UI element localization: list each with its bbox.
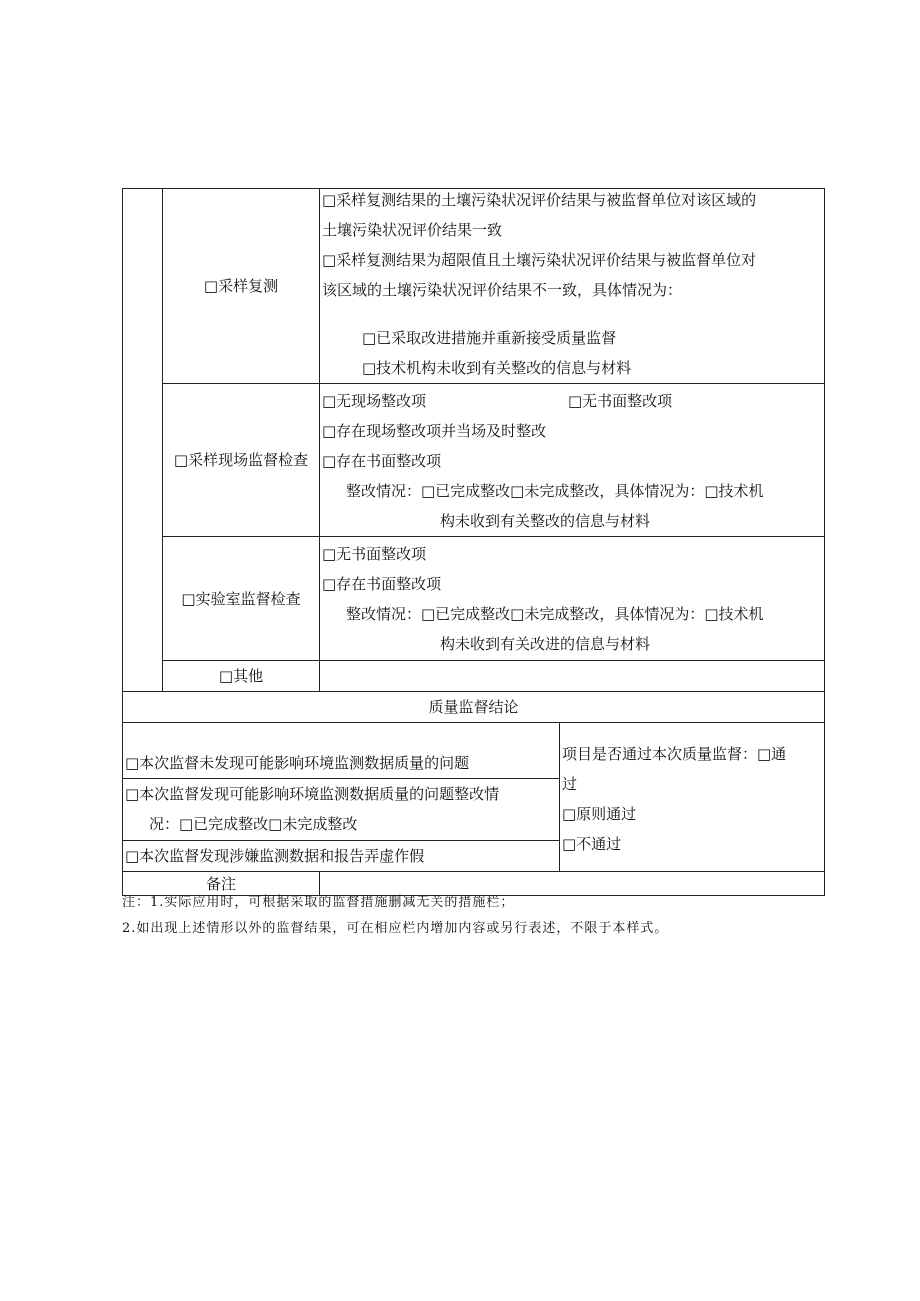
resample-line: 土壤污染状况评价结果一致: [322, 221, 503, 239]
conclusion-item3[interactable]: □本次监督发现涉嫌监测数据和报告弄虚作假: [125, 847, 425, 865]
spacer: [322, 305, 824, 323]
onsite-no-field-rectify[interactable]: □无现场整改项: [322, 392, 427, 410]
onsite-written-rectify[interactable]: □存在书面整改项: [322, 452, 442, 470]
conclusion-item2-cont[interactable]: 况：□已完成整改□未完成整改: [149, 815, 358, 833]
lab-label-cell[interactable]: [163, 537, 320, 661]
onsite-line1: [322, 386, 824, 416]
footnote-2: 2.如出现上述情形以外的监督结果，可在相应栏内增加内容或另行表述，不限于本样式。: [122, 921, 669, 936]
lab-content-cell: [320, 537, 825, 661]
resample-label: □采样复测: [203, 277, 279, 295]
other-content-cell[interactable]: [320, 661, 825, 692]
conclusion-header: 质量监督结论: [428, 698, 519, 716]
resample-option[interactable]: □技术机构未收到有关整改的信息与材料: [362, 359, 632, 377]
resample-content-cell: [320, 189, 825, 384]
lab-label: □实验室监督检查: [181, 589, 301, 608]
onsite-no-written-rectify[interactable]: □无书面整改项: [568, 392, 673, 410]
onsite-label: □采样现场监督检查: [173, 451, 309, 469]
footnotes: [122, 890, 668, 942]
conditional-pass-option[interactable]: □原则通过: [562, 805, 637, 823]
resample-line[interactable]: □采样复测结果为超限值且土壤污染状况评价结果与被监督单位对: [322, 251, 757, 269]
onsite-content-cell: [320, 384, 825, 537]
form-table: [122, 188, 825, 896]
resample-option[interactable]: □已采取改进措施并重新接受质量监督: [362, 329, 617, 347]
conclusion-item2[interactable]: □本次监督发现可能影响环境监测数据质量的问题整改情: [125, 785, 500, 803]
blank-category-cell: [123, 189, 163, 692]
onsite-rectify-status[interactable]: 整改情况：□已完成整改□未完成整改，具体情况为：□技术机: [346, 482, 764, 500]
footnote-1: 注：1.实际应用时，可根据采取的监督措施删减无关的措施栏；: [122, 895, 515, 910]
lab-no-written-rectify[interactable]: □无书面整改项: [322, 545, 427, 563]
onsite-field-rectify[interactable]: □存在现场整改项并当场及时整改: [322, 422, 547, 440]
fail-option[interactable]: □不通过: [562, 835, 622, 853]
resample-line[interactable]: □采样复测结果的土壤污染状况评价结果与被监督单位对该区域的: [322, 191, 757, 209]
onsite-rectify-status-cont: 构未收到有关整改的信息与材料: [440, 512, 651, 530]
conclusion-item1[interactable]: □本次监督未发现可能影响环境监测数据质量的问题: [125, 754, 470, 772]
lab-rectify-status[interactable]: 整改情况：□已完成整改□未完成整改，具体情况为：□技术机: [346, 605, 764, 623]
conclusion-header-cell: [123, 692, 825, 723]
onsite-label-cell[interactable]: [163, 384, 320, 537]
quality-supervision-form: [122, 188, 824, 896]
conclusion-item2-cell[interactable]: [123, 779, 560, 841]
pass-question-cont: 过: [562, 775, 578, 793]
conclusion-item1-cell[interactable]: [123, 723, 560, 779]
resample-label-cell[interactable]: [163, 189, 320, 384]
lab-written-rectify[interactable]: □存在书面整改项: [322, 575, 442, 593]
resample-line: 该区域的土壤污染状况评价结果不一致，具体情况为：: [322, 281, 683, 299]
other-label: □其他: [218, 667, 264, 685]
conclusion-result-cell: [560, 723, 825, 872]
remarks-label: 备注: [205, 874, 236, 893]
conclusion-item3-cell[interactable]: [123, 841, 560, 872]
lab-rectify-status-cont: 构未收到有关改进的信息与材料: [440, 635, 651, 653]
pass-question[interactable]: 项目是否通过本次质量监督：□通: [562, 745, 787, 763]
other-label-cell[interactable]: [163, 661, 320, 692]
